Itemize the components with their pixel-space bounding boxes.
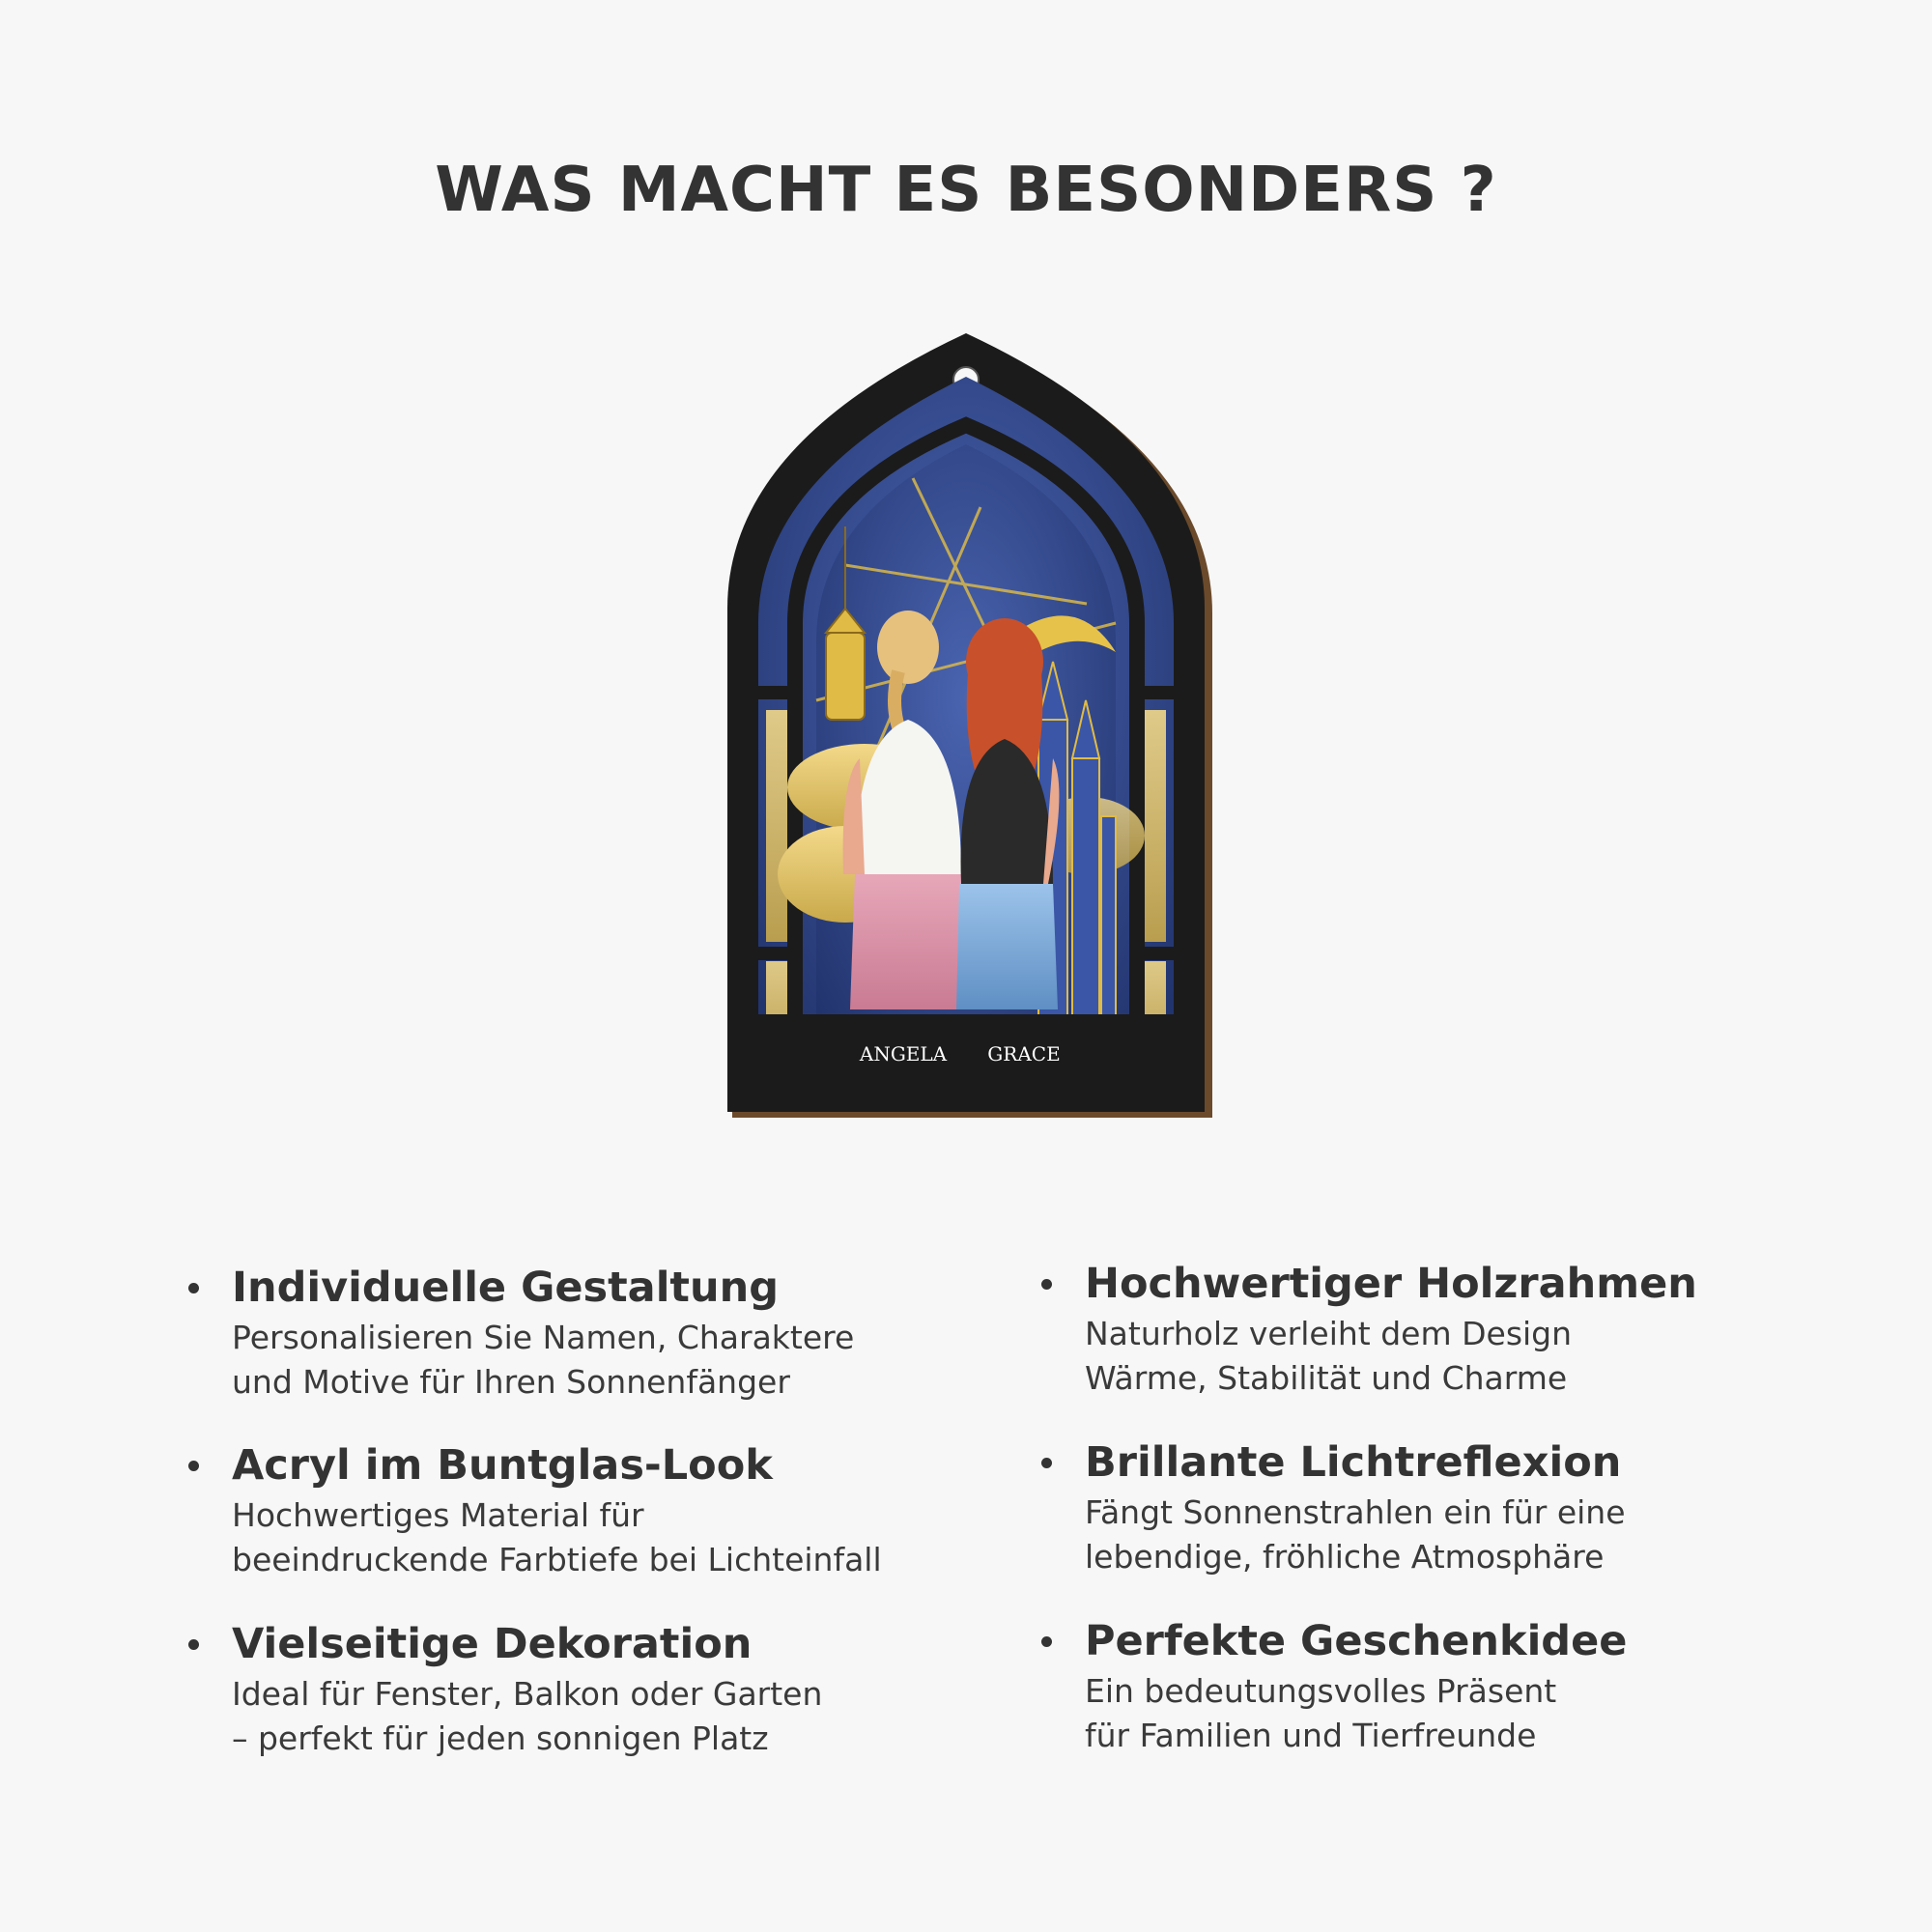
- feature-title: Hochwertiger Holzrahmen: [1085, 1260, 1697, 1308]
- feature-hochwertiger-holzrahmen: [1085, 1258, 1819, 1401]
- feature-title: Vielseitige Dekoration: [232, 1620, 753, 1668]
- feature-individuelle-gestaltung: [232, 1262, 966, 1405]
- bullet-icon: [1041, 1279, 1052, 1290]
- bullet-icon: [188, 1461, 199, 1471]
- feature-description-line: Personalisieren Sie Namen, Charaktere: [232, 1319, 855, 1356]
- feature-description-line: Naturholz verleiht dem Design: [1085, 1315, 1573, 1352]
- bullet-icon: [1041, 1458, 1052, 1468]
- feature-vielseitige-dekoration: [232, 1618, 966, 1761]
- name-label-left: ANGELA: [859, 1042, 948, 1065]
- stained-glass-window-illustration: [720, 333, 1222, 1125]
- feature-title: Perfekte Geschenkidee: [1085, 1617, 1628, 1665]
- feature-description-line: – perfekt für jeden sonnigen Platz: [232, 1719, 769, 1757]
- feature-description-line: und Motive für Ihren Sonnenfänger: [232, 1363, 790, 1401]
- feature-description-line: für Familien und Tierfreunde: [1085, 1717, 1537, 1754]
- feature-title: Acryl im Buntglas-Look: [232, 1441, 773, 1490]
- feature-description: [1085, 1312, 1819, 1401]
- feature-description-line: Ideal für Fenster, Balkon oder Garten: [232, 1675, 823, 1713]
- feature-title: Brillante Lichtreflexion: [1085, 1438, 1622, 1487]
- bullet-icon: [1041, 1636, 1052, 1647]
- bullet-icon: [188, 1283, 199, 1293]
- feature-brillante-lichtreflexion: [1085, 1436, 1819, 1579]
- feature-description-line: Fängt Sonnenstrahlen ein für eine: [1085, 1493, 1626, 1531]
- feature-description: [1085, 1669, 1819, 1758]
- bullet-icon: [188, 1639, 199, 1650]
- feature-perfekte-geschenkidee: [1085, 1615, 1819, 1758]
- feature-acryl-buntglas: [232, 1439, 966, 1582]
- feature-description: [232, 1672, 966, 1761]
- feature-description: [232, 1493, 966, 1582]
- page-title: WAS MACHT ES BESONDERS ?: [435, 155, 1497, 226]
- feature-description-line: Hochwertiges Material für: [232, 1496, 644, 1534]
- suncatcher-product-image: [720, 333, 1222, 1125]
- feature-title: Individuelle Gestaltung: [232, 1264, 779, 1312]
- figure-left-hair: [877, 611, 939, 684]
- name-label-right: GRACE: [987, 1042, 1061, 1065]
- feature-description-line: beeindruckende Farbtiefe bei Lichteinfall: [232, 1541, 882, 1578]
- feature-description: [1085, 1491, 1819, 1579]
- feature-description-line: Wärme, Stabilität und Charme: [1085, 1359, 1568, 1397]
- feature-description-line: Ein bedeutungsvolles Präsent: [1085, 1672, 1557, 1710]
- feature-description-line: lebendige, fröhliche Atmosphäre: [1085, 1538, 1605, 1576]
- feature-description: [232, 1316, 966, 1405]
